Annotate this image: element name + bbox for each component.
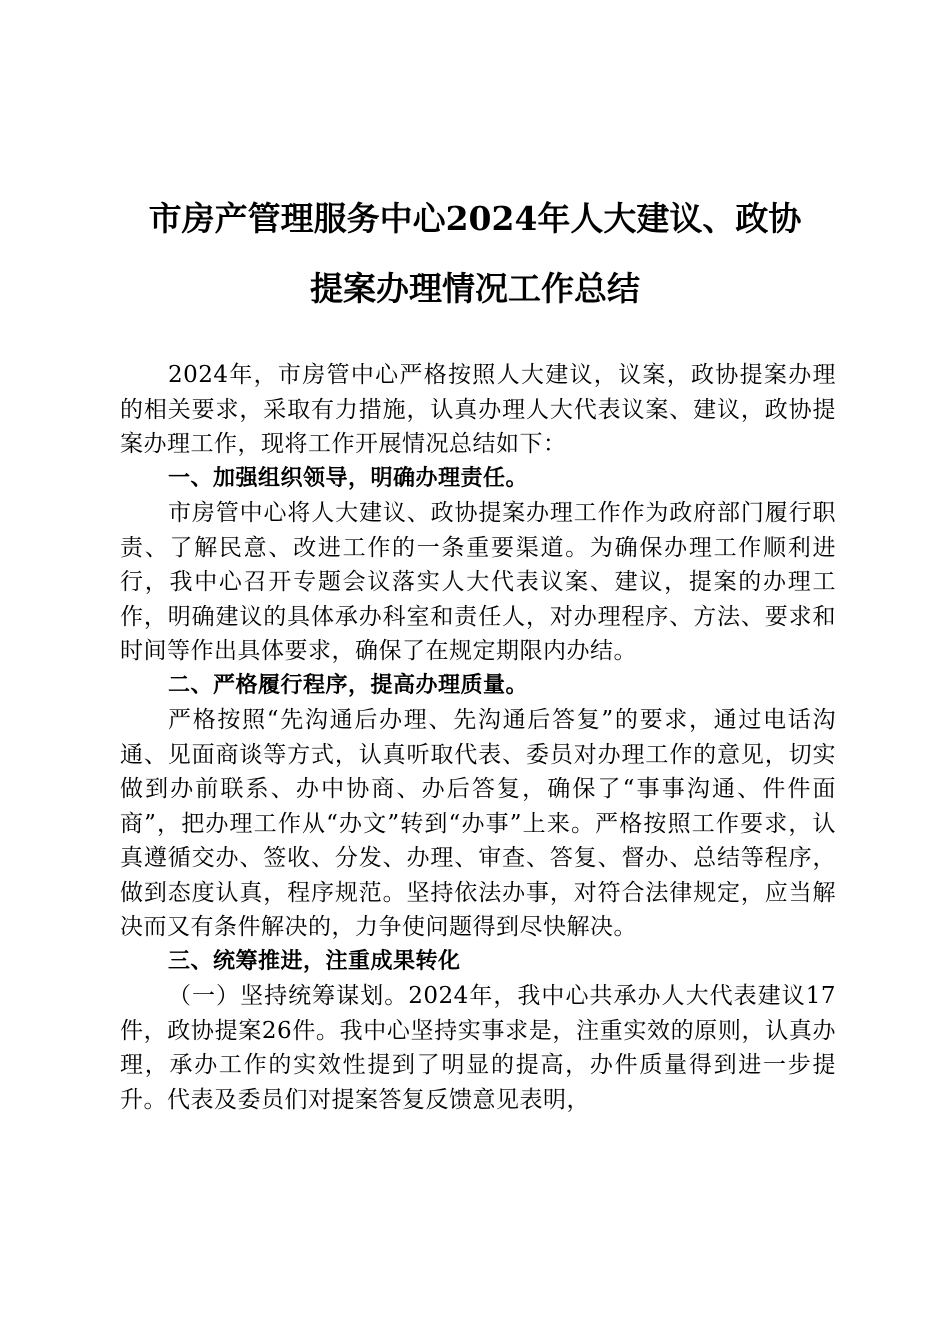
section-3-paragraph: （一）坚持统筹谋划。2024年，我中心共承办人大代表建议17件，政协提案26件。我中心坚持实事求是，注重实效的原则，认真办理，承办工作的实效性提到了明显的提高，办件质量得到进一步提升。代表及委员们对提案答复反馈意见表明， xyxy=(120,983,836,1113)
section-1-paragraph: 市房管中心将人大建议、政协提案办理工作作为政府部门履行职责、了解民意、改进工作的一条重要渠道。为确保办理工作顺利进行，我中心召开专题会议落实人大代表议案、建议，提案的办理工作，明确建议的具体承办科室和责任人，对办理程序、方法、要求和时间等作出具体要求，确保了在规定期限内办结。 xyxy=(120,500,836,664)
section-heading-3: 三、统筹推进，注重成果转化 xyxy=(168,948,461,974)
document-body xyxy=(120,358,836,1117)
document-title-line-1: 市房产管理服务中心2024年人大建议、政协 xyxy=(148,199,802,238)
intro-paragraph: 2024年，市房管中心严格按照人大建议，议案，政协提案办理的相关要求，采取有力措施，认真办理人大代表议案、建议，政协提案办理工作，现将工作开展情况总结如下： xyxy=(120,362,836,457)
section-heading-2: 二、严格履行程序，提高办理质量。 xyxy=(168,672,529,698)
section-heading-1: 一、加强组织领导，明确办理责任。 xyxy=(168,465,529,491)
document-title-line-2: 提案办理情况工作总结 xyxy=(310,269,640,308)
section-2-paragraph: 严格按照“先沟通后办理、先沟通后答复”的要求，通过电话沟通、见面商谈等方式，认真听取代表、委员对办理工作的意见，切实做到办前联系、办中协商、办后答复，确保了“事事沟通、件件面商”，把办理工作从“办文”转到“办事”上来。严格按照工作要求，认真遵循交办、签收、分发、办理、审查、答复、督办、总结等程序，做到态度认真，程序规范。坚持依法办事，对符合法律规定，应当解决而又有条件解决的，力争使问题得到尽快解决。 xyxy=(120,707,836,940)
